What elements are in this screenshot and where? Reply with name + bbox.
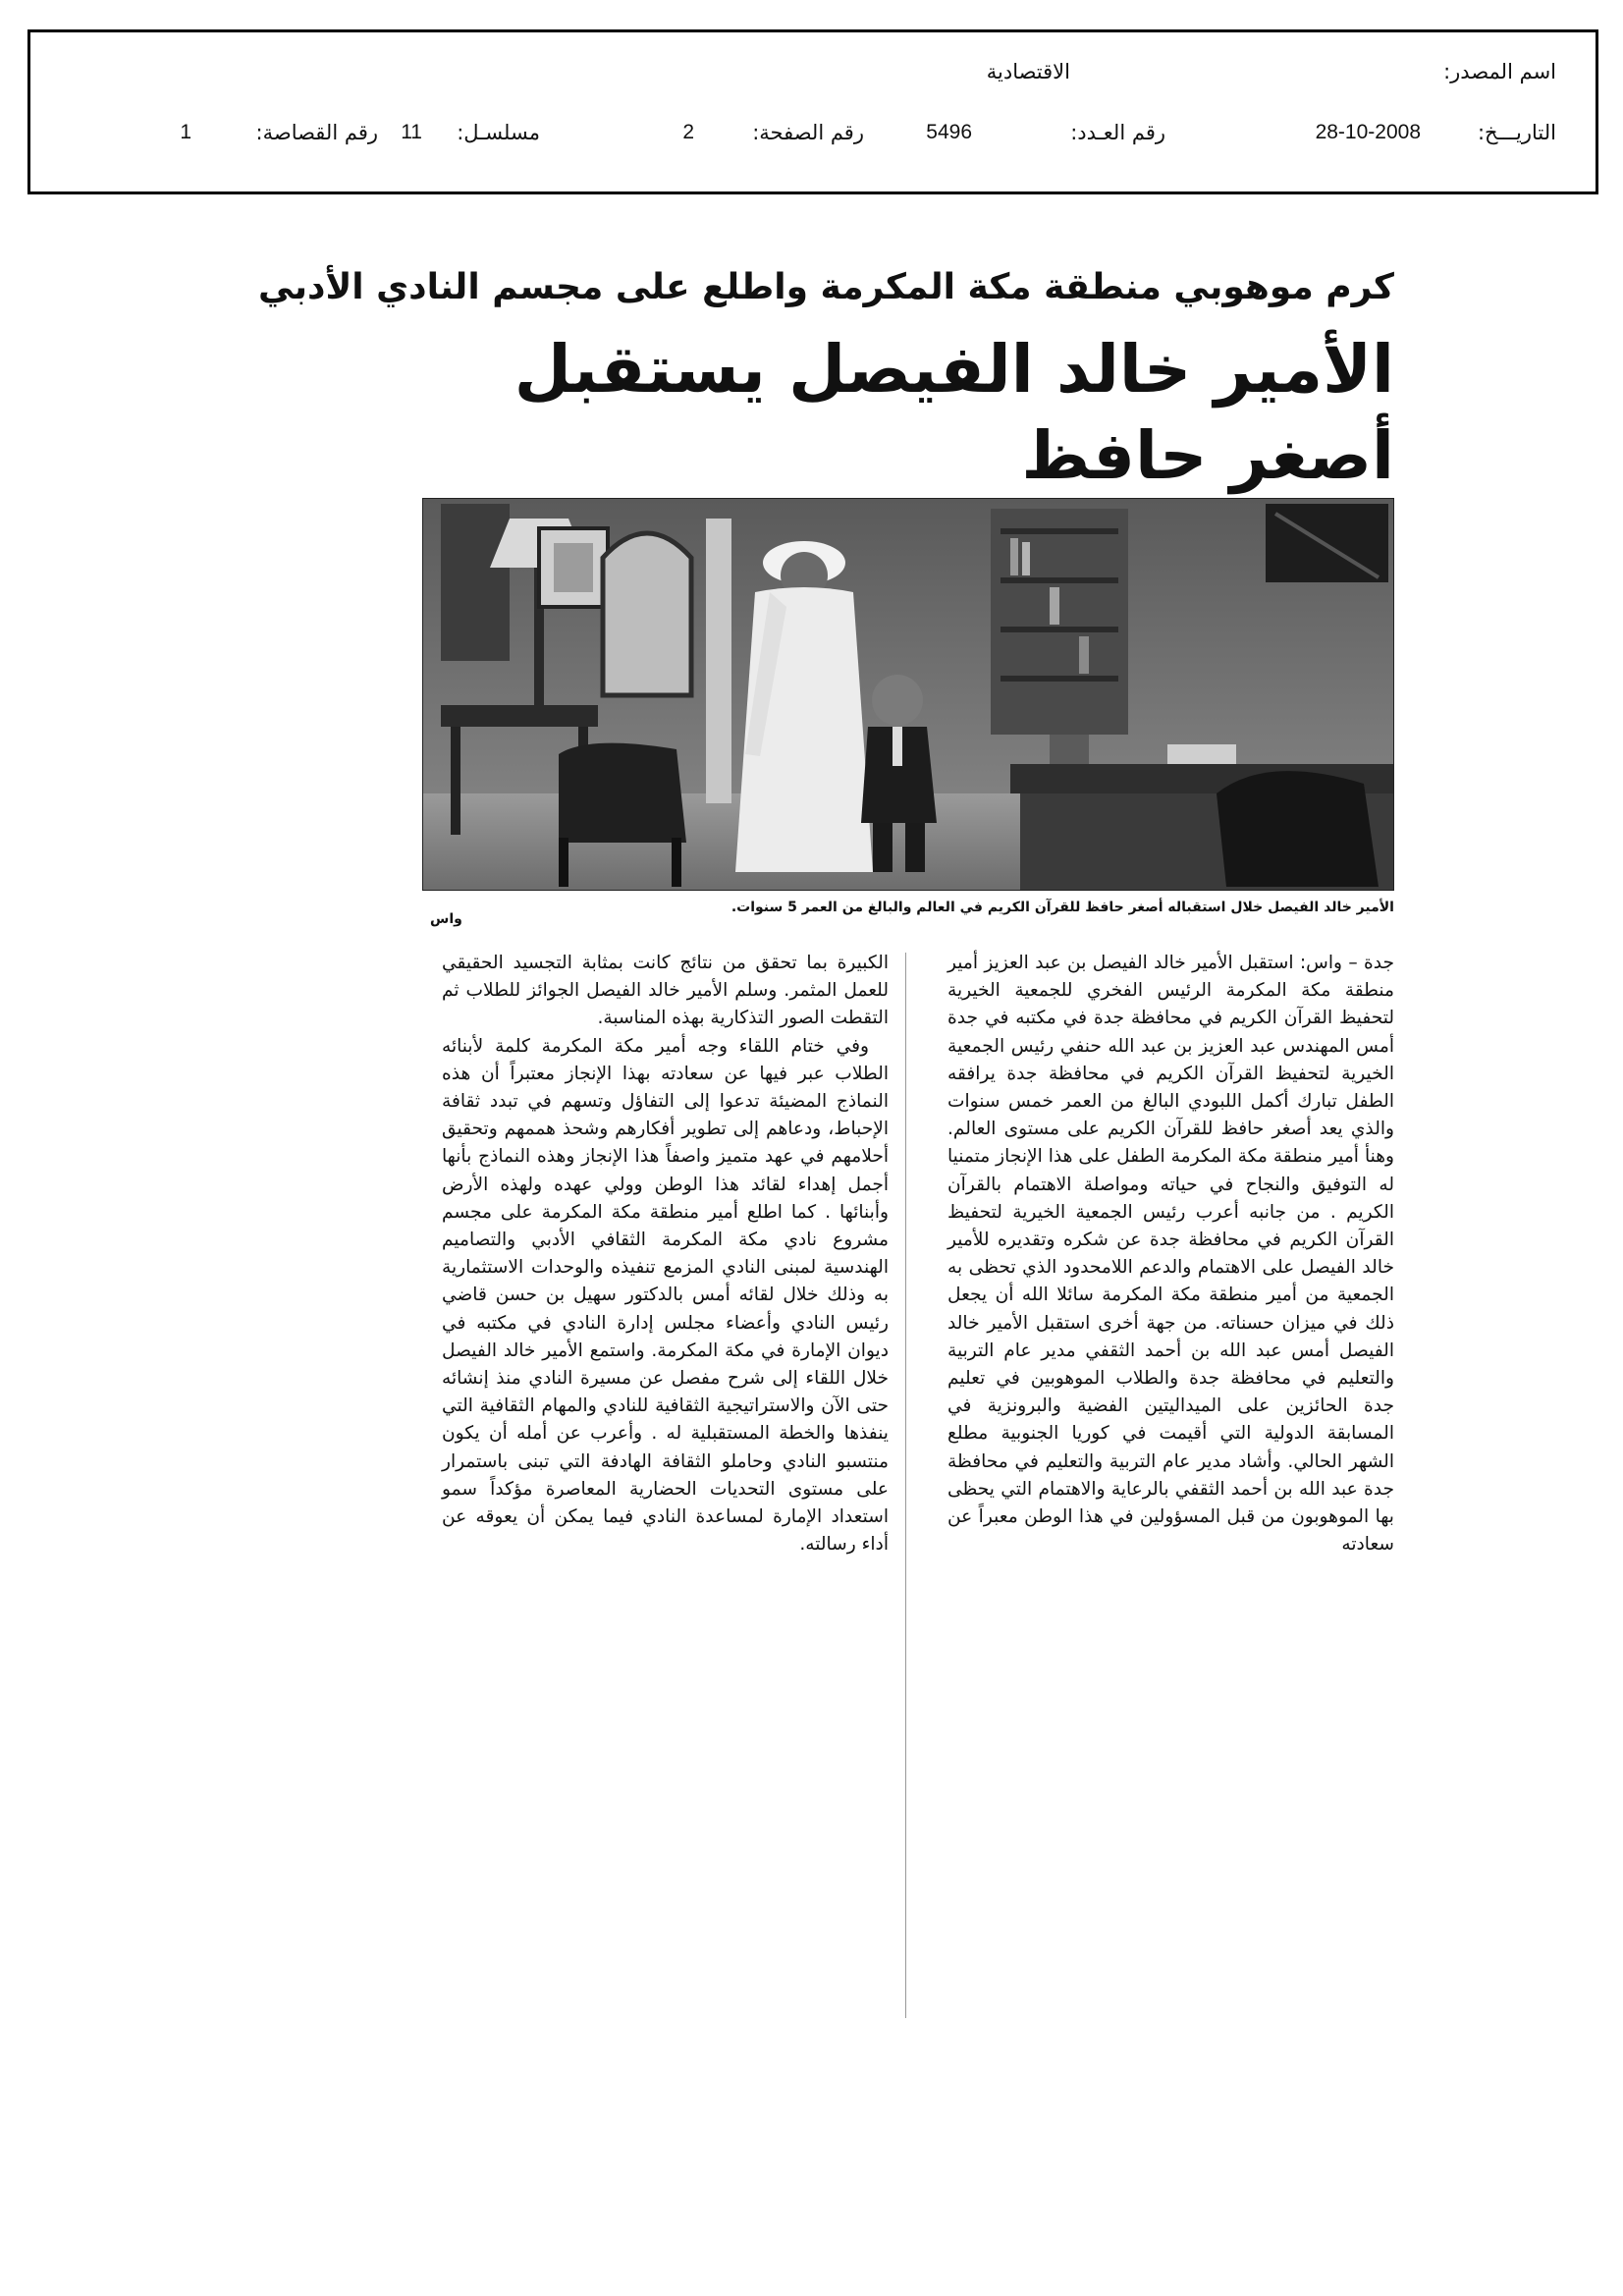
clip-number-value: 1 [180,121,191,143]
headline-line-1: الأمير خالد الفيصل يستقبل أصغر حافظ [514,331,1394,494]
page-number-value: 2 [682,121,694,143]
date-label: التاريـــخ: [1477,121,1556,144]
column-1-text: جدة – واس: استقبل الأمير خالد الفيصل بن عبد العزيز أمير منطقة مكة المكرمة الرئيس الفخري للجمعية الخيرية لتحفيظ القرآن الكريم في محافظة جدة في مكتبه في جدة أمس المهندس عبد العزيز بن عبد الله حنفي رئيس الجمعية الخيرية لتحفيظ القرآن الكريم في محافظة جدة يرافقه الطفل تبارك أكمل اللبودي البالغ من العمر خمس سنوات والذي يعد أصغر حافظ للقرآن الكريم على مستوى العالم. وهنأ أمير منطقة مكة المكرمة الطفل على هذا الإنجاز متمنيا له التوفيق والنجاح في حياته ومواصلة الاهتمام بالقرآن الكريم . من جانبه أعرب رئيس الجمعية الخيرية لتحفيظ القرآن الكريم في محافظة جدة عن شكره وتقديره للأمير خالد الفيصل على الاهتمام والدعم اللامحدود الذي تحظى به الجمعية من أمير منطقة مكة المكرمة سائلا الله أن يجعل ذلك في ميزان حسناته. من جهة أخرى استقبل الأمير خالد الفيصل أمس عبد الله بن أحمد الثقفي مدير عام التربية والتعليم في محافظة جدة والطلاب الموهوبين في تعليم جدة الحائزين على الميداليتين الفضية والبرونزية في المسابقة الدولية التي أقيمت في كوريا الجنوبية مطلع الشهر الحالي. وأشاد مدير عام التربية والتعليم في محافظة جدة عبد الله بن أحمد الثقفي بالرعاية والاهتمام التي يحظى بها الموهوبون من قبل المسؤولين في هذا الوطن معبراً عن سعادته [947,953,1394,1556]
article-kicker: كرم موهوبي منطقة مكة المكرمة واطلع على مجسم النادي الأدبي [258,267,1394,307]
serial-value: 11 [401,121,422,143]
article-photo [422,498,1394,891]
article-column-2 [442,950,889,1558]
photo-caption: الأمير خالد الفيصل خلال استقباله أصغر حافظ للقرآن الكريم في العالم والبالغ من العمر 5 سنوات. [730,900,1394,915]
source-label: اسم المصدر: [1443,60,1556,83]
clip-number-label: رقم القصاصة: [255,121,378,144]
clipping-metadata-box [27,29,1598,194]
source-value: الاقتصادية [986,61,1070,83]
column-2-paragraph-1: الكبيرة بما تحقق من نتائج كانت بمثابة التجسيد الحقيقي للعمل المثمر. وسلم الأمير خالد الفيصل الجوائز للطلاب ثم التقطت الصور التذكارية بهذه المناسبة. [442,953,889,1029]
page-number-label: رقم الصفحة: [752,121,864,144]
column-2-paragraph-2: وفي ختام اللقاء وجه أمير مكة المكرمة كلمة لأبنائه الطلاب عبر فيها عن سعادته بهذا الإنجاز معتبراً أن هذه النماذج المضيئة تدعوا إلى التفاؤل وتسهم في تبدد ثقافة الإحباط، ودعاهم إلى تطوير أفكارهم وشحذ هممهم وتحقيق أحلامهم في عهد متميز واصفاً هذا الإنجاز وهذه النماذج بأنها أجمل إهداء لقائد هذا الوطن وولي عهده ولهذه الأرض وأبنائها . كما اطلع أمير منطقة مكة المكرمة على مجسم مشروع نادي مكة المكرمة الثقافي الأدبي والتصاميم الهندسية لمبنى النادي المزمع تنفيذه والوحدات الاستثمارية به وذلك خلال لقائه أمس بالدكتور سهيل بن حسن قاضي رئيس النادي وأعضاء مجلس إدارة النادي في مكتبه في ديوان الإمارة في مكة المكرمة. واستمع الأمير خالد الفيصل خلال اللقاء إلى شرح مفصل عن مسيرة النادي منذ إنشائه حتى الآن والاستراتيجية الثقافية للنادي والمهام الثقافية التي ينفذها والخطة المستقبلية له . وأعرب عن أمله أن يكون منتسبو النادي وحاملو الثقافة الهادفة التي تبنى باستمرار على مستوى التحديات الحضارية المعاصرة مؤكداً سمو استعداد الإمارة لمساعدة النادي فيما يمكن أن يعوقه عن أداء رسالته. [442,1035,889,1556]
photo-illustration [422,499,1393,891]
date-value: 28-10-2008 [1315,121,1421,143]
photo-credit: واس [430,911,462,927]
column-divider [905,953,906,2018]
issue-label: رقم العـدد: [1070,121,1165,144]
issue-value: 5496 [926,121,972,143]
serial-label: مسلسـل: [457,121,540,144]
article-column-1 [947,950,1394,1558]
